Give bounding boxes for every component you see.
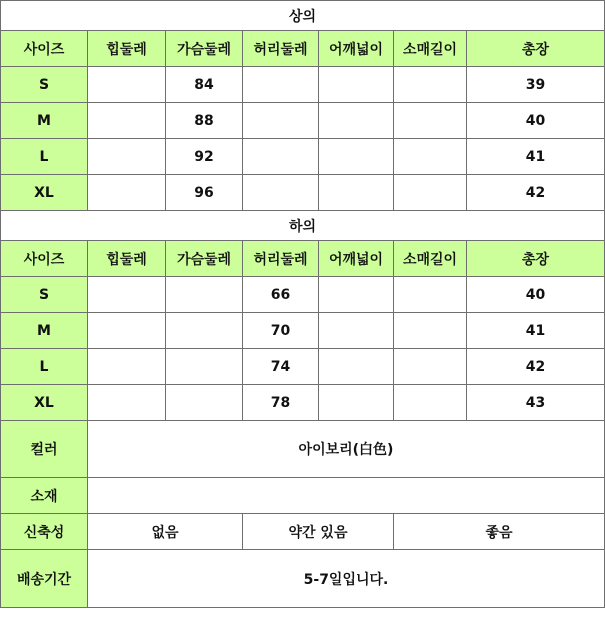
sleeve-cell xyxy=(394,103,467,139)
chest-cell xyxy=(166,349,243,385)
header-size: 사이즈 xyxy=(1,31,88,67)
size-cell: S xyxy=(1,67,88,103)
shoulder-cell xyxy=(319,67,394,103)
sleeve-cell xyxy=(394,277,467,313)
size-cell: L xyxy=(1,349,88,385)
sleeve-cell xyxy=(394,313,467,349)
waist-cell xyxy=(243,175,319,211)
bottom-section-title: 하의 xyxy=(1,211,605,241)
hip-cell xyxy=(88,139,166,175)
stretch-row xyxy=(1,514,605,550)
stretch-label: 신축성 xyxy=(1,514,88,550)
table-row xyxy=(1,277,605,313)
sleeve-cell xyxy=(394,385,467,421)
chest-cell: 84 xyxy=(166,67,243,103)
length-cell: 39 xyxy=(467,67,605,103)
bottom-header-row xyxy=(1,241,605,277)
chest-cell xyxy=(166,277,243,313)
waist-cell: 78 xyxy=(243,385,319,421)
table-row xyxy=(1,103,605,139)
stretch-option-good: 좋음 xyxy=(394,514,605,550)
header-sleeve: 소매길이 xyxy=(394,241,467,277)
header-length: 총장 xyxy=(467,241,605,277)
hip-cell xyxy=(88,277,166,313)
delivery-value: 5-7일입니다. xyxy=(88,550,605,608)
header-waist: 허리둘레 xyxy=(243,241,319,277)
header-waist: 허리둘레 xyxy=(243,31,319,67)
size-cell: XL xyxy=(1,385,88,421)
table-row xyxy=(1,349,605,385)
length-cell: 41 xyxy=(467,313,605,349)
waist-cell xyxy=(243,67,319,103)
top-header-row xyxy=(1,31,605,67)
table-row xyxy=(1,139,605,175)
top-section-title: 상의 xyxy=(1,1,605,31)
waist-cell: 74 xyxy=(243,349,319,385)
size-cell: XL xyxy=(1,175,88,211)
chest-cell: 96 xyxy=(166,175,243,211)
hip-cell xyxy=(88,175,166,211)
hip-cell xyxy=(88,349,166,385)
header-sleeve: 소매길이 xyxy=(394,31,467,67)
size-cell: S xyxy=(1,277,88,313)
shoulder-cell xyxy=(319,349,394,385)
shoulder-cell xyxy=(319,385,394,421)
chest-cell: 92 xyxy=(166,139,243,175)
header-shoulder: 어깨넓이 xyxy=(319,241,394,277)
table-row xyxy=(1,67,605,103)
length-cell: 40 xyxy=(467,277,605,313)
hip-cell xyxy=(88,313,166,349)
header-shoulder: 어깨넓이 xyxy=(319,31,394,67)
color-value: 아이보리(白色) xyxy=(88,421,605,478)
hip-cell xyxy=(88,385,166,421)
shoulder-cell xyxy=(319,277,394,313)
hip-cell xyxy=(88,67,166,103)
table-row xyxy=(1,175,605,211)
hip-cell xyxy=(88,103,166,139)
size-cell: M xyxy=(1,103,88,139)
shoulder-cell xyxy=(319,103,394,139)
length-cell: 42 xyxy=(467,349,605,385)
color-row xyxy=(1,421,605,478)
header-chest: 가슴둘레 xyxy=(166,241,243,277)
chest-cell xyxy=(166,385,243,421)
waist-cell xyxy=(243,103,319,139)
header-hip: 힙둘레 xyxy=(88,241,166,277)
size-cell: M xyxy=(1,313,88,349)
sleeve-cell xyxy=(394,139,467,175)
waist-cell xyxy=(243,139,319,175)
table-row xyxy=(1,313,605,349)
sleeve-cell xyxy=(394,67,467,103)
table-row xyxy=(1,385,605,421)
waist-cell: 70 xyxy=(243,313,319,349)
waist-cell: 66 xyxy=(243,277,319,313)
shoulder-cell xyxy=(319,139,394,175)
size-cell: L xyxy=(1,139,88,175)
shoulder-cell xyxy=(319,313,394,349)
chest-cell: 88 xyxy=(166,103,243,139)
header-chest: 가슴둘레 xyxy=(166,31,243,67)
length-cell: 40 xyxy=(467,103,605,139)
sleeve-cell xyxy=(394,349,467,385)
delivery-label: 배송기간 xyxy=(1,550,88,608)
delivery-row xyxy=(1,550,605,608)
material-label: 소재 xyxy=(1,478,88,514)
chest-cell xyxy=(166,313,243,349)
sleeve-cell xyxy=(394,175,467,211)
length-cell: 41 xyxy=(467,139,605,175)
stretch-option-some: 약간 있음 xyxy=(243,514,394,550)
shoulder-cell xyxy=(319,175,394,211)
material-value xyxy=(88,478,605,514)
header-hip: 힙둘레 xyxy=(88,31,166,67)
material-row xyxy=(1,478,605,514)
header-length: 총장 xyxy=(467,31,605,67)
header-size: 사이즈 xyxy=(1,241,88,277)
length-cell: 42 xyxy=(467,175,605,211)
stretch-option-none: 없음 xyxy=(88,514,243,550)
color-label: 컬러 xyxy=(1,421,88,478)
length-cell: 43 xyxy=(467,385,605,421)
